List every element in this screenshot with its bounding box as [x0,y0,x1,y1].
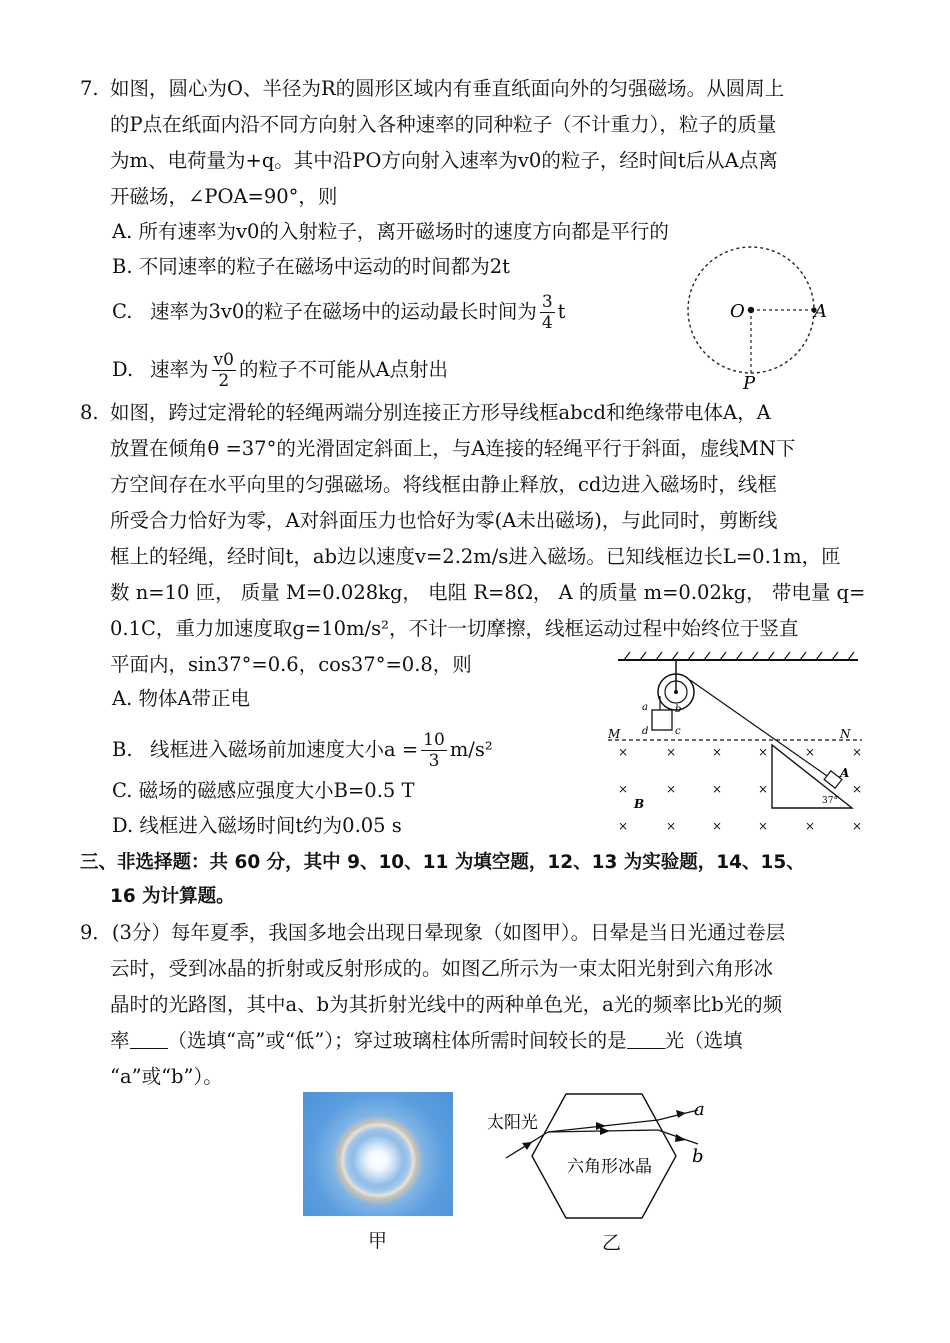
hexagonal-crystal-figure [480,1090,720,1220]
fraction: $\frac{v0}{2}$ [213,350,234,391]
q8-line-2: 放置在倾角θ =37°的光滑固定斜面上，与A连接的轻绳平行于斜面，虚线MN下 [110,437,796,460]
q7-line-1: 7. 如图，圆心为O、半径为R的圆形区域内有垂直纸面向外的匀强磁场。从圆周上 [80,77,785,100]
q9-line-1: 9．(3分）每年夏季，我国多地会出现日晕现象（如图甲）。日晕是当日光通过卷层 [80,921,786,944]
svg-text:×: × [805,819,816,833]
section-3-heading: 三、非选择题：共 60 分，其中 9、10、11 为填空题，12、13 为实验题，14、15、 [80,852,805,873]
q8-line-4: 所受合力恰好为零，A对斜面压力也恰好为零(A未出磁场)，与此同时，剪断线 [110,509,778,532]
q8-line-8: 平面内，sin37°=0.6，cos37°=0.8，则 [110,653,472,676]
svg-text:×: × [712,819,723,833]
q8-option-d: D. 线框进入磁场时间t约为0.05 s [112,814,402,837]
q8-option-c: C. 磁场的磁感应强度大小B=0.5 T [112,779,415,802]
svg-text:a: a [642,702,648,713]
q9-line-4: 率 （选填“高”或“低”）；穿过玻璃柱体所需时间较长的是 光（选填 [110,1029,743,1052]
svg-text:×: × [712,745,723,759]
q8-line-5: 框上的轻绳，经时间t，ab边以速度v=2.2m/s进入磁场。已知线框边长L=0.1m，匝 [110,545,841,568]
section-3-heading-cont: 16 为计算题。 [110,886,235,907]
label-a: A [814,301,827,322]
svg-text:b: b [675,704,682,715]
svg-text:c: c [675,726,681,737]
svg-text:×: × [758,782,769,796]
q8-line-6: 数 n=10 匝， 质量 M=0.028kg， 电阻 R=8Ω， A 的质量 m=0.02kg， 带电量 q= [110,581,866,604]
fraction: $\frac{10}{3}$ [423,730,445,771]
q8-number: 8. [80,401,99,424]
q9-line-2: 云时，受到冰晶的折射或反射形成的。如图乙所示为一束太阳光射到六角形冰 [110,957,774,980]
svg-text:A: A [840,766,850,780]
q7-option-a: A. 所有速率为v0的入射粒子，离开磁场时的速度方向都是平行的 [112,220,669,243]
q9-line-3: 晶时的光路图，其中a、b为其折射光线中的两种单色光，a光的频率比b光的频 [110,993,783,1016]
sun-halo-photo [303,1092,453,1216]
q7-line-3: 为m、电荷量为+q。其中沿PO方向射入速率为v0的粒子，经时间t后从A点离 [110,149,778,172]
q8-option-b: B. 线框进入磁场前加速度大小a = $\frac{10}{3}$ m/s² [112,730,493,771]
caption-jia: 甲 [368,1230,388,1252]
q7-circle-figure [680,240,840,394]
svg-text:×: × [805,745,816,759]
q7-number: 7. [80,77,99,100]
wire-frame-abcd [652,710,672,730]
label-o: O [730,301,745,322]
q7-line-4: 开磁场，∠POA=90°，则 [110,185,338,208]
q7-line-2: 的P点在纸面内沿不同方向射入各种速率的同种粒子（不计重力），粒子的质量 [110,113,777,136]
fraction: $\frac{3}{4}$ [541,292,553,333]
svg-text:×: × [852,782,863,796]
label-p: P [743,373,756,394]
caption-yi: 乙 [602,1232,622,1254]
svg-text:×: × [712,782,723,796]
svg-text:×: × [618,819,629,833]
svg-text:×: × [666,782,677,796]
label-ray-a: a [694,1099,705,1120]
svg-text:×: × [758,745,769,759]
svg-text:×: × [758,819,769,833]
svg-text:37°: 37° [822,796,838,806]
q7-option-c: C. 速率为3v0的粒子在磁场中的运动最长时间为 $\frac{3}{4}$ t [112,292,566,333]
q8-line-7: 0.1C，重力加速度取g=10m/s²，不计一切摩擦，线框运动过程中始终位于竖直 [110,617,799,640]
q8-line-3: 方空间存在水平向里的匀强磁场。将线框由静止释放，cd边进入磁场时，线框 [110,473,777,496]
q7-option-d: D. 速率为 $\frac{v0}{2}$ 的粒子不可能从A点射出 [112,350,449,391]
svg-text:×: × [852,819,863,833]
label-crystal: 六角形冰晶 [567,1157,652,1177]
label-ray-b: b [692,1146,704,1167]
label-sunlight: 太阳光 [487,1113,538,1133]
q9-line-5: “a”或“b”）。 [110,1065,223,1088]
svg-text:N: N [840,727,851,741]
svg-text:×: × [852,745,863,759]
svg-text:×: × [618,745,629,759]
q7-option-b: B. 不同速率的粒子在磁场中运动的时间都为2t [112,255,510,278]
hexagon-crystal [532,1094,676,1218]
answer-blank-1[interactable] [130,1028,168,1049]
svg-text:×: × [618,782,629,796]
svg-text:B: B [634,797,645,811]
svg-text:×: × [666,745,677,759]
svg-text:×: × [666,819,677,833]
answer-blank-2[interactable] [627,1028,665,1049]
point-o [748,307,754,313]
q8-pulley-figure [600,650,880,840]
svg-text:d: d [642,726,649,737]
q8-option-a: A. 物体A带正电 [112,687,251,710]
svg-text:M: M [608,727,621,741]
q8-line-1: 8. 如图，跨过定滑轮的轻绳两端分别连接正方形导线框abcd和绝缘带电体A，A [80,401,771,424]
